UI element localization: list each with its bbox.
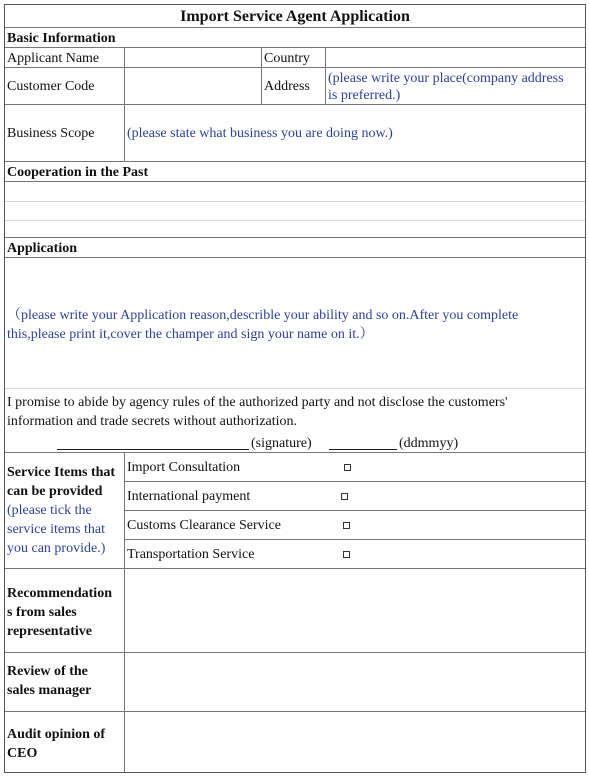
service-item-label: Import Consultation: [127, 460, 241, 475]
review-field[interactable]: [125, 653, 585, 711]
basic-info-heading-row: [5, 28, 585, 48]
audit-label-line2: CEO: [7, 746, 38, 761]
customer-code-row: [5, 68, 585, 105]
business-scope-label-cell: [5, 105, 125, 161]
form-title: Import Service Agent Application: [180, 8, 410, 25]
address-label: Address: [264, 79, 310, 94]
service-items-hint-line2: service items that: [7, 522, 105, 537]
applicant-row: [5, 48, 585, 68]
cooperation-line-1: [5, 201, 585, 202]
checkbox-icon[interactable]: [343, 551, 350, 558]
audit-label-cell: [5, 712, 125, 772]
basic-info-heading: Basic Information: [7, 31, 116, 46]
service-item[interactable]: [125, 511, 585, 540]
recommendations-label-cell: [5, 569, 125, 652]
service-item-label: Transportation Service: [127, 547, 255, 562]
recommendations-field[interactable]: [125, 569, 585, 652]
cooperation-heading-row: [5, 162, 585, 182]
application-divider: [5, 388, 585, 389]
signature-line[interactable]: [57, 449, 249, 450]
customer-code-label-cell: [5, 68, 125, 104]
service-items-label-cell: [5, 453, 125, 568]
application-hint-line2: this,please print it,cover the champer and sign your name on it.）: [7, 327, 374, 342]
country-label: Country: [264, 51, 310, 66]
service-items-hint-line3: you can provide.): [7, 541, 106, 556]
checkbox-icon[interactable]: [343, 522, 350, 529]
application-heading-row: [5, 238, 585, 258]
audit-label-line1: Audit opinion of: [7, 727, 106, 742]
review-row: [5, 653, 585, 712]
business-scope-hint: (please state what business you are doing now.): [127, 126, 393, 141]
country-label-cell: [262, 48, 326, 67]
business-scope-row: [5, 105, 585, 162]
cooperation-heading: Cooperation in the Past: [7, 165, 149, 180]
recommendations-label-line3: representative: [7, 624, 93, 639]
address-label-cell: [262, 68, 326, 104]
recommendations-label-line2: s from sales: [7, 605, 77, 620]
service-item-label: Customs Clearance Service: [127, 518, 281, 533]
promise-line2: information and trade secrets without authorization.: [7, 414, 298, 429]
date-label: (ddmmyy): [399, 436, 459, 451]
review-label-line1: Review of the: [7, 664, 88, 679]
service-items-hint-line1: (please tick the: [7, 503, 92, 518]
audit-field[interactable]: [125, 712, 585, 772]
customer-code-field[interactable]: [125, 68, 262, 104]
audit-row: [5, 712, 585, 772]
recommendations-label-line1: Recommendation: [7, 586, 112, 601]
checkbox-icon[interactable]: [341, 493, 348, 500]
service-items-label-line1: Service Items that: [7, 465, 116, 480]
date-line[interactable]: [329, 449, 397, 450]
title-row: [5, 5, 585, 28]
address-field[interactable]: [326, 68, 585, 104]
service-item-label: International payment: [127, 489, 251, 504]
applicant-name-label-cell: [5, 48, 125, 67]
promise-line1: I promise to abide by agency rules of the authorized party and not disclose the customers': [7, 395, 508, 410]
cooperation-field[interactable]: [5, 182, 585, 238]
applicant-name-label: Applicant Name: [7, 51, 100, 66]
service-items-row: [5, 453, 585, 569]
application-form: [4, 4, 586, 773]
review-label-cell: [5, 653, 125, 711]
service-item[interactable]: [125, 453, 585, 482]
review-label-line2: sales manager: [7, 683, 92, 698]
business-scope-label: Business Scope: [7, 126, 95, 141]
business-scope-field[interactable]: [125, 105, 585, 161]
service-items-list: [125, 453, 585, 568]
address-hint-line2: is preferred.): [328, 88, 401, 103]
service-item[interactable]: [125, 482, 585, 511]
application-heading: Application: [7, 241, 78, 256]
signature-label: (signature): [251, 436, 312, 451]
checkbox-icon[interactable]: [344, 464, 351, 471]
service-items-label-line2: can be provided: [7, 484, 103, 499]
customer-code-label: Customer Code: [7, 79, 95, 94]
recommendations-row: [5, 569, 585, 653]
cooperation-line-2: [5, 220, 585, 221]
application-field[interactable]: [5, 258, 585, 453]
country-field[interactable]: [326, 48, 585, 67]
service-item[interactable]: [125, 540, 585, 569]
applicant-name-field[interactable]: [125, 48, 262, 67]
application-hint-line1: （please write your Application reason,describle your ability and so on.After you complete: [7, 308, 519, 323]
address-hint-line1: (please write your place(company address: [328, 71, 564, 86]
